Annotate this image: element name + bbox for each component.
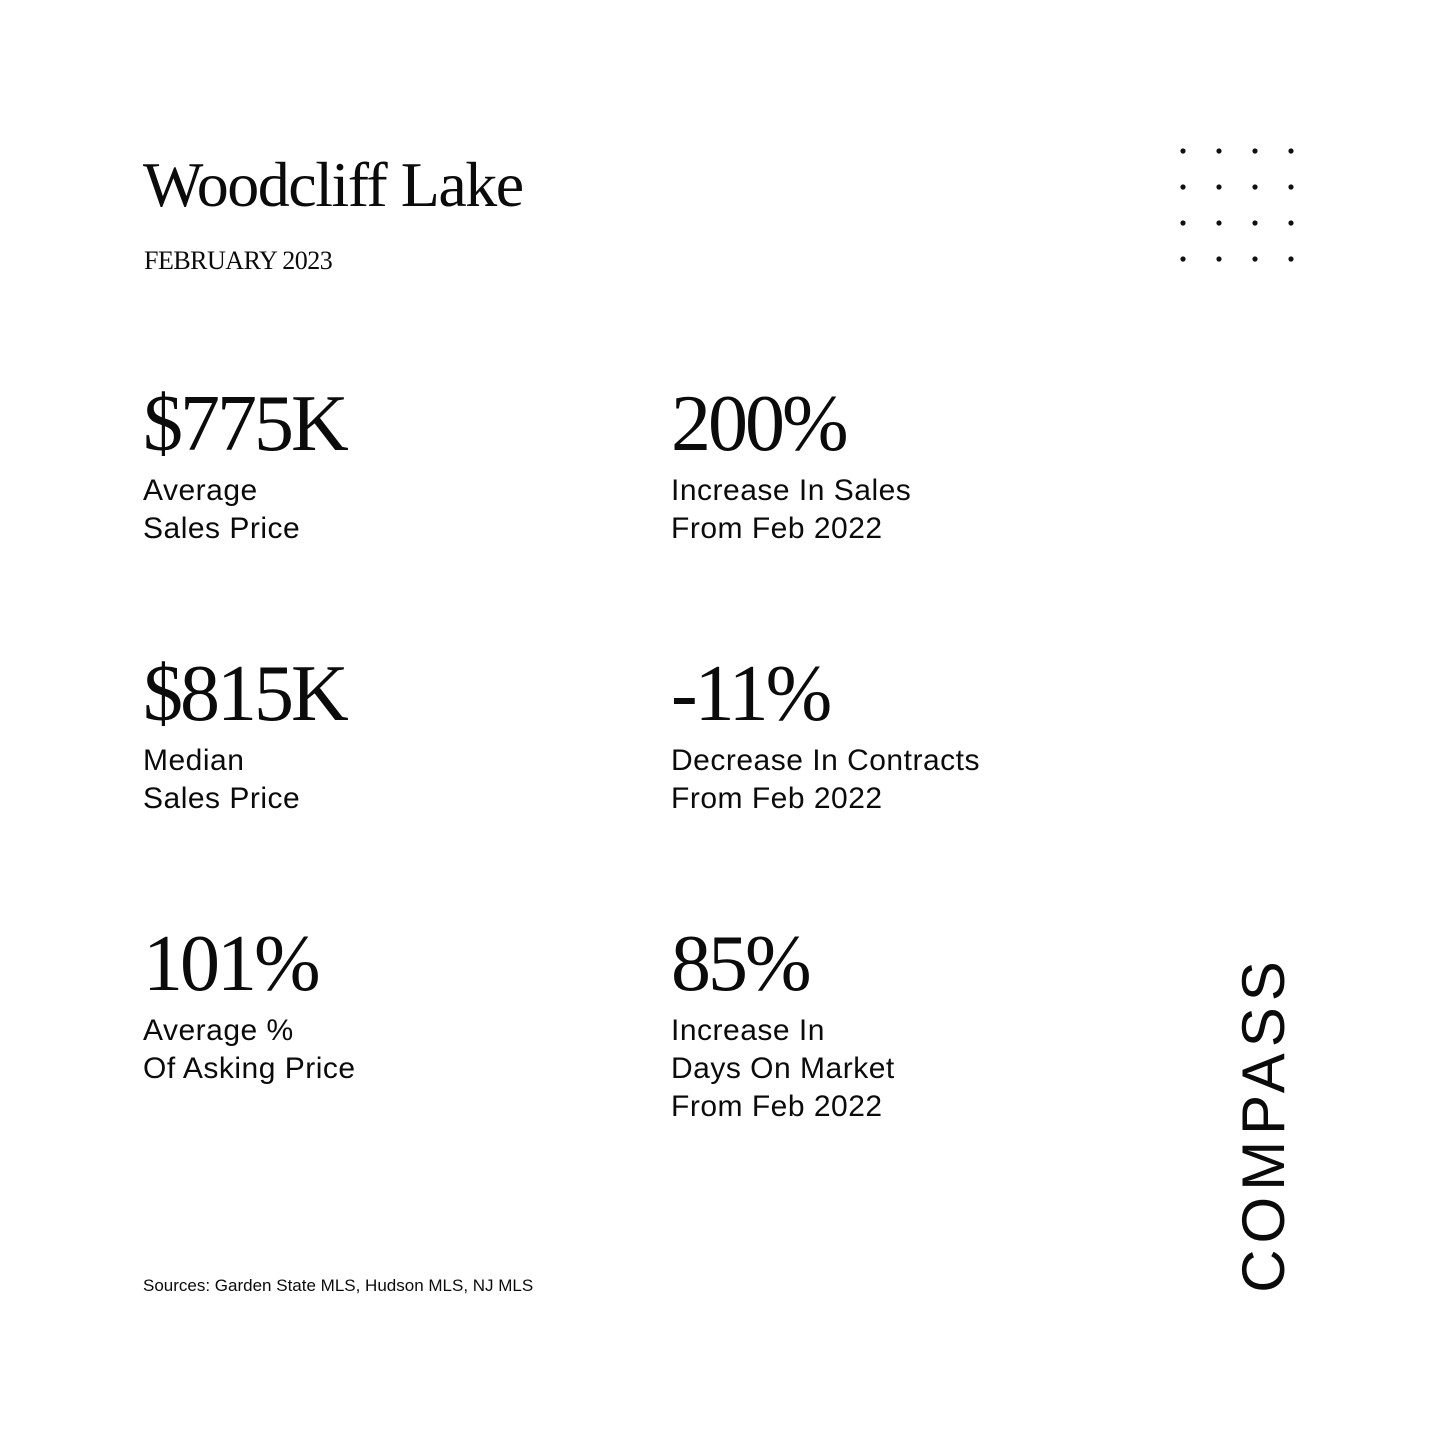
stat-decrease-in-contracts — [671, 650, 1131, 818]
stat-value: 101% — [143, 920, 318, 1008]
stat-label — [671, 472, 1131, 548]
stat-label-line: Days On Market — [671, 1052, 895, 1085]
stat-label-line: Average % — [143, 1014, 294, 1047]
stat-label-line: Increase In — [671, 1014, 825, 1047]
logo-wordmark: COMPASS — [1230, 955, 1297, 1293]
stat-value: 85% — [671, 920, 809, 1008]
stat-increase-in-sales — [671, 380, 1131, 548]
stat-label-line: Average — [143, 474, 258, 507]
stat-label — [143, 1012, 603, 1088]
dot-grid-icon — [1170, 140, 1302, 272]
stat-label — [671, 742, 1131, 818]
stat-increase-days-on-market — [671, 920, 1131, 1126]
stat-label-line: Sales Price — [143, 782, 301, 815]
stat-label — [143, 472, 603, 548]
page-title: Woodcliff Lake — [143, 149, 523, 220]
stat-label-line: Median — [143, 744, 245, 777]
stat-label — [671, 1012, 1131, 1126]
stat-value: $775K — [143, 380, 346, 468]
stat-value: 200% — [671, 380, 846, 468]
stat-value: $815K — [143, 650, 346, 738]
stat-label-line: From Feb 2022 — [671, 512, 883, 545]
stat-average-sales-price — [143, 380, 603, 548]
stat-label-line: Sales Price — [143, 512, 301, 545]
stat-median-sales-price — [143, 650, 603, 818]
stat-value: -11% — [671, 650, 830, 738]
compass-logo — [1230, 955, 1297, 1293]
stat-label-line: From Feb 2022 — [671, 1090, 883, 1123]
stat-average-percent-of-asking — [143, 920, 603, 1088]
stat-label-line: Of Asking Price — [143, 1052, 356, 1085]
report-date: FEBRUARY 2023 — [144, 246, 333, 275]
stat-label-line: Decrease In Contracts — [671, 744, 980, 777]
stat-label — [143, 742, 603, 818]
sources-note: Sources: Garden State MLS, Hudson MLS, NJ MLS — [143, 1276, 534, 1295]
stat-label-line: From Feb 2022 — [671, 782, 883, 815]
stat-label-line: Increase In Sales — [671, 474, 912, 507]
